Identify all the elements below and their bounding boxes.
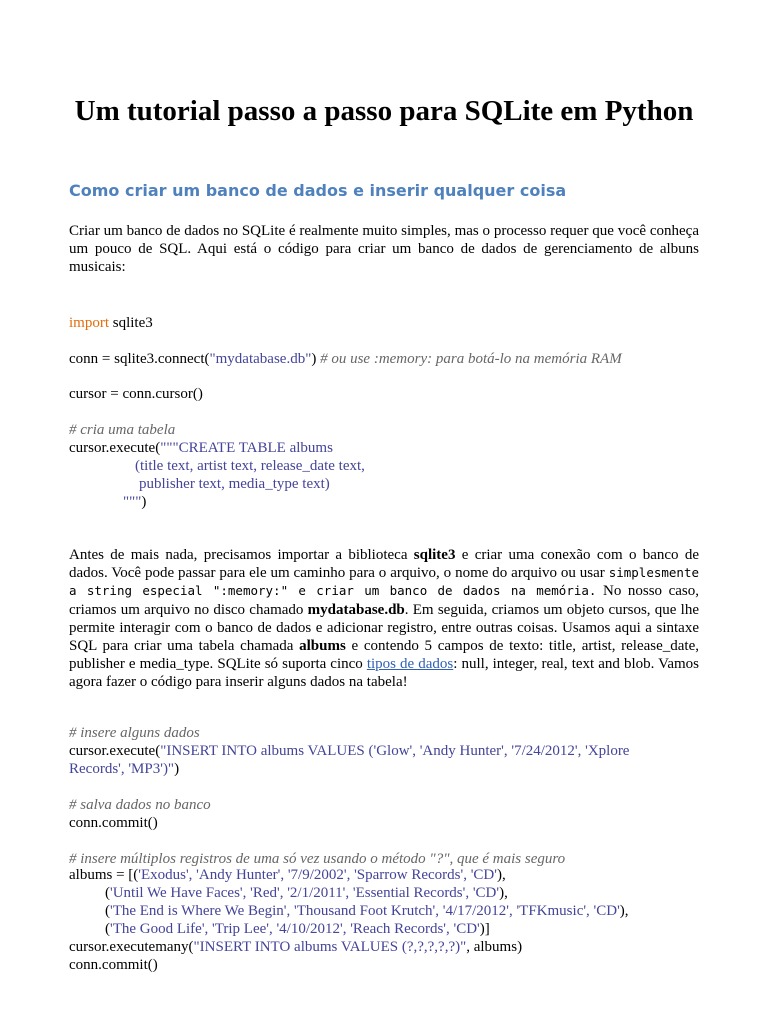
executemany-string: "INSERT INTO albums VALUES (?,?,?,?,?)" bbox=[193, 939, 467, 955]
connect-comment: # ou use :memory: para botá-lo na memória RAM bbox=[320, 351, 622, 367]
execute-close: ) bbox=[141, 494, 147, 510]
code-comment-table: # cria uma tabela bbox=[69, 422, 176, 438]
album-row-4-open: ( bbox=[105, 921, 110, 937]
code-import-line bbox=[69, 314, 153, 332]
connect-string: "mydatabase.db" bbox=[209, 351, 312, 367]
album-row-4-end: )] bbox=[479, 921, 490, 937]
album-row-1-end: ), bbox=[496, 867, 506, 883]
code-commit-1: conn.commit() bbox=[69, 815, 158, 831]
album-row-3-open: ( bbox=[105, 903, 110, 919]
explain-text-5: e contendo 5 campos de texto: title, artist, release_date, publisher e media_type. SQLite só suporta cinco bbox=[69, 638, 699, 673]
code-connect-line bbox=[69, 350, 622, 368]
code-albums-row-3 bbox=[105, 902, 629, 920]
execute-string-2: (title text, artist text, release_date text, bbox=[135, 458, 365, 474]
executemany-close: , albums) bbox=[466, 939, 523, 955]
albums-assign: albums = [( bbox=[69, 867, 139, 883]
explain-text-3: No nosso caso, criamos um arquivo no disco chamado bbox=[69, 583, 699, 618]
data-types-link[interactable]: tipos de dados bbox=[366, 656, 454, 673]
explain-mono-memory: simplesmente a string especial ":memory:" e criar um banco de dados na memória. bbox=[69, 565, 699, 599]
insert-call: cursor.execute( bbox=[69, 743, 161, 759]
page-title: Um tutorial passo a passo para SQLite em Python bbox=[74, 95, 694, 127]
import-module: sqlite3 bbox=[109, 315, 153, 331]
code-execute-line bbox=[69, 439, 333, 457]
album-row-3-end: ), bbox=[619, 903, 629, 919]
explain-bold-albums: albums bbox=[299, 638, 346, 655]
code-comment-multi: # insere múltiplos registros de uma só vez usando o método "?", que é mais seguro bbox=[69, 851, 566, 867]
execute-string-1: """CREATE TABLE albums bbox=[160, 440, 333, 456]
connect-call: conn = sqlite3.connect( bbox=[69, 351, 210, 367]
album-row-2-open: ( bbox=[105, 885, 110, 901]
insert-string-2: Records', 'MP3')" bbox=[69, 761, 175, 777]
code-insert-line-2 bbox=[69, 760, 179, 778]
explain-text-6: : null, integer, real, text and blob. Vamos agora fazer o código para inserir alguns dados na tabela! bbox=[69, 656, 699, 691]
execute-string-3: publisher text, media_type text) bbox=[139, 476, 330, 492]
code-albums-row-2 bbox=[105, 884, 508, 902]
album-row-2-end: ), bbox=[499, 885, 508, 901]
album-row-4: 'The Good Life', 'Trip Lee', '4/10/2012', 'Reach Records', 'CD' bbox=[110, 921, 480, 937]
execute-string-4: """ bbox=[123, 494, 142, 510]
code-executemany-line bbox=[69, 938, 522, 956]
connect-close: ) bbox=[311, 351, 321, 367]
code-comment-insert: # insere alguns dados bbox=[69, 725, 200, 741]
explain-text-2: e criar uma conexão com o banco de dados. Você pode passar para ele um caminho para o arquivo, o nome do arquivo ou usar bbox=[69, 547, 700, 582]
import-keyword: import bbox=[69, 315, 109, 331]
insert-string-1: "INSERT INTO albums VALUES ('Glow', 'Andy Hunter', '7/24/2012', 'Xplore bbox=[160, 743, 630, 759]
code-albums-row-1 bbox=[69, 866, 506, 884]
explain-text-4: . Em seguida, criamos um objeto cursos, que lhe permite interagir com o banco de dados e adicionar registro, entre outras coisas. Usamos aqui a sintaxe SQL para criar uma tabela chamada bbox=[69, 601, 699, 655]
album-row-2: 'Until We Have Faces', 'Red', '2/1/2011', 'Essential Records', 'CD' bbox=[110, 885, 500, 901]
intro-paragraph: Criar um banco de dados no SQLite é realmente muito simples, mas o processo requer que você conheça um pouco de SQL. Aqui está o código para criar um banco de dados de gerenciamento de albuns musicais: bbox=[69, 223, 699, 276]
execute-string-end bbox=[123, 493, 146, 511]
explain-bold-sqlite3: sqlite3 bbox=[413, 547, 456, 563]
code-comment-save: # salva dados no banco bbox=[69, 797, 211, 813]
code-albums-row-4 bbox=[105, 920, 490, 938]
code-cursor-line: cursor = conn.cursor() bbox=[69, 386, 203, 402]
album-row-3: 'The End is Where We Begin', 'Thousand Foot Krutch', '4/17/2012', 'TFKmusic', 'CD' bbox=[110, 903, 620, 919]
executemany-call: cursor.executemany( bbox=[69, 939, 194, 955]
section-heading: Como criar um banco de dados e inserir qualquer coisa bbox=[69, 181, 567, 200]
code-insert-line bbox=[69, 742, 629, 760]
album-row-1: 'Exodus', 'Andy Hunter', '7/9/2002', 'Sparrow Records', 'CD' bbox=[138, 867, 497, 883]
explanation-paragraph bbox=[69, 546, 699, 692]
explain-bold-database: mydatabase.db bbox=[307, 601, 405, 618]
insert-close: ) bbox=[174, 761, 180, 777]
explain-text-1: Antes de mais nada, precisamos importar a biblioteca bbox=[69, 547, 414, 563]
code-commit-2: conn.commit() bbox=[69, 957, 158, 973]
execute-call: cursor.execute( bbox=[69, 440, 161, 456]
